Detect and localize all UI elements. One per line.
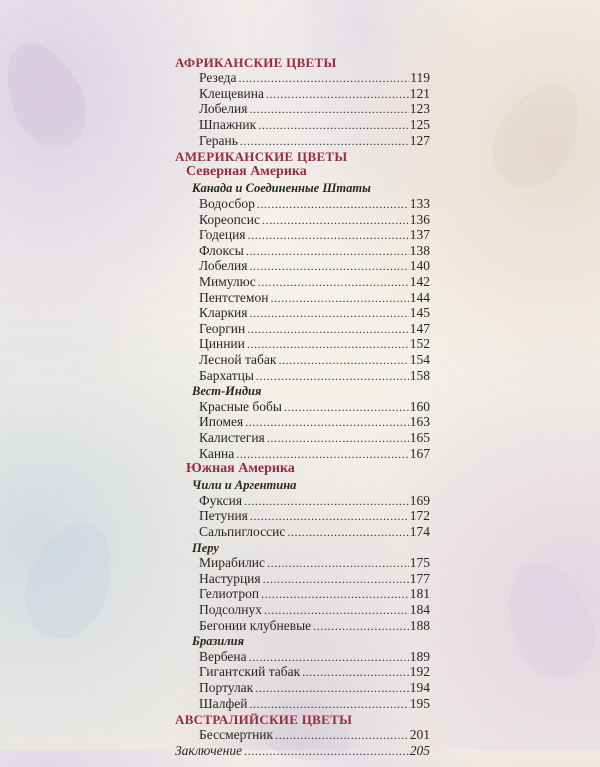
subsection-heading: Северная Америка (186, 164, 307, 180)
toc-entry[interactable] (199, 399, 430, 415)
toc-entry[interactable] (199, 70, 430, 86)
toc-entry-page: 125 (409, 116, 430, 132)
toc-entry-page: 188 (409, 617, 430, 633)
toc-entry-label: Клещевина (199, 85, 264, 101)
toc-entry-label: Петуния (199, 508, 248, 524)
dot-leader (261, 586, 409, 602)
dot-leader (240, 133, 409, 149)
subsection-heading: Южная Америка (186, 461, 295, 477)
toc-entry[interactable] (199, 680, 430, 696)
toc-entry-page: 127 (409, 132, 430, 148)
toc-entry[interactable] (175, 743, 430, 759)
toc-entry[interactable] (199, 602, 430, 618)
toc-entry[interactable] (199, 555, 430, 571)
toc-entry-page: 174 (409, 524, 430, 539)
toc-entry-label: Бегонии клубневые (199, 617, 312, 633)
toc-entry-page: 163 (409, 414, 430, 430)
dot-leader (249, 649, 409, 665)
toc-entry-page: 152 (409, 336, 430, 352)
dot-leader (249, 305, 408, 321)
toc-entry[interactable] (199, 508, 430, 524)
toc-entry-page: 133 (409, 195, 430, 211)
dot-leader (246, 243, 409, 259)
dot-leader (248, 227, 409, 243)
toc-entry-label: Лобелия (199, 101, 248, 117)
dot-leader (257, 196, 409, 212)
dot-leader (239, 70, 410, 86)
toc-entry[interactable] (199, 414, 430, 430)
dot-leader (244, 493, 409, 509)
toc-entry-page: 160 (409, 398, 430, 414)
section-heading: АВСТРАЛИЙСКИЕ ЦВЕТЫ (175, 712, 353, 728)
toc-entry-page: 140 (409, 258, 430, 274)
toc-entry-label: Красные бобы (199, 398, 282, 414)
toc-entry[interactable] (199, 524, 430, 540)
toc-entry[interactable] (199, 305, 430, 321)
toc-entry-label: Гелиотроп (199, 586, 260, 602)
dot-leader (275, 727, 409, 743)
toc-entry-label: Мирабилис (199, 555, 266, 571)
toc-entry-page: 201 (409, 727, 430, 743)
toc-entry-label: Заключение (175, 742, 243, 758)
toc-entry-page: 136 (409, 211, 430, 227)
toc-entry-label: Шалфей (199, 695, 248, 711)
toc-entry-page: 123 (409, 101, 430, 117)
toc-entry-page: 121 (409, 85, 430, 101)
toc-entry[interactable] (199, 290, 430, 306)
toc-entry-page: 142 (409, 273, 430, 289)
toc-entry[interactable] (199, 571, 430, 587)
toc-entry-page: 192 (409, 664, 430, 680)
toc-entry[interactable] (199, 86, 430, 102)
toc-entry-page: 119 (410, 70, 430, 86)
toc-entry-page: 181 (409, 586, 430, 602)
toc-entry-label: Фуксия (199, 492, 243, 508)
section-heading: АФРИКАНСКИЕ ЦВЕТЫ (175, 55, 337, 70)
toc-entry-page: 172 (409, 508, 430, 524)
toc-entry[interactable] (199, 368, 430, 384)
toc-entry-page: 195 (409, 695, 430, 711)
dot-leader (247, 336, 409, 352)
region-heading: Канада и Соединенные Штаты (192, 181, 371, 196)
toc-entry-page: 169 (409, 492, 430, 508)
toc-entry[interactable] (199, 618, 430, 634)
toc-entry-page: 177 (409, 570, 430, 586)
toc-entry-label: Мимулюс (199, 273, 256, 289)
region-heading: Чили и Аргентина (192, 478, 297, 493)
toc-entry-page: 165 (409, 429, 430, 445)
toc-entry[interactable] (199, 196, 430, 212)
toc-entry[interactable] (199, 727, 430, 743)
toc-entry-label: Лобелия (199, 258, 248, 274)
dot-leader (302, 664, 409, 680)
toc-entry-label: Пентстемон (199, 289, 269, 305)
dot-leader (256, 368, 409, 384)
dot-leader (287, 524, 408, 540)
toc-entry-label: Годеция (199, 227, 246, 243)
region-heading: Вест-Индия (192, 384, 262, 399)
toc-entry-page: 194 (409, 680, 430, 695)
toc-entry-page: 137 (409, 227, 430, 243)
toc-entry-label: Кларкия (199, 305, 248, 321)
toc-entry[interactable] (199, 321, 430, 337)
toc-entry-page: 184 (409, 602, 430, 617)
toc-entry-label: Флоксы (199, 242, 244, 258)
toc-entry-label: Шпажник (199, 116, 257, 132)
dot-leader (258, 274, 409, 290)
toc-entry-label: Ипомея (199, 414, 244, 430)
region-heading: Бразилия (192, 634, 245, 649)
toc-entry-label: Водосбор (199, 195, 255, 211)
toc-entry-page: 205 (409, 742, 430, 758)
toc-entry-label: Подсолнух (199, 602, 263, 617)
toc-entry-label: Циннии (199, 336, 245, 352)
region-heading: Перу (192, 540, 219, 555)
toc-entry[interactable] (199, 586, 430, 602)
toc-entry[interactable] (199, 696, 430, 712)
toc-entry-label: Гигантский табак (199, 664, 301, 680)
toc-entry[interactable] (199, 352, 430, 368)
toc-entry[interactable] (199, 117, 430, 133)
toc-entry-label: Георгин (199, 320, 246, 336)
dot-leader (236, 446, 408, 462)
toc-entry-label: Кореопсис (199, 211, 261, 227)
toc-entry-page: 138 (409, 242, 430, 258)
dot-leader (258, 117, 409, 133)
dot-leader (249, 258, 408, 274)
dot-leader (278, 352, 408, 368)
toc-entry-label: Герань (199, 132, 238, 148)
dot-leader (313, 618, 409, 634)
toc-entry-page: 147 (409, 320, 430, 336)
toc-entry-label: Настурция (199, 570, 261, 586)
toc-entry-page: 175 (409, 555, 430, 571)
dot-leader (266, 86, 409, 102)
dot-leader (255, 680, 409, 696)
toc-entry-label: Портулак (199, 680, 254, 695)
toc-entry[interactable] (199, 227, 430, 243)
toc-entry[interactable] (199, 274, 430, 290)
toc-entry[interactable] (199, 664, 430, 680)
dot-leader (244, 743, 409, 759)
dot-leader (262, 212, 409, 228)
toc-entry-label: Резеда (199, 70, 237, 86)
toc-entry-label: Бессмертник (199, 727, 274, 743)
toc-entry[interactable] (199, 101, 430, 117)
toc-entry-label: Бархатцы (199, 367, 254, 383)
toc-entry[interactable] (199, 430, 430, 446)
dot-leader (245, 414, 409, 430)
toc-entry-page: 145 (409, 305, 430, 321)
dot-leader (263, 571, 409, 587)
toc-entry-page: 144 (409, 289, 430, 305)
toc-entry-label: Канна (199, 445, 235, 461)
dot-leader (264, 602, 409, 618)
toc-entry-page: 158 (409, 367, 430, 383)
toc-entry-page: 154 (409, 351, 430, 367)
toc-entry[interactable] (199, 212, 430, 228)
toc-entry-label: Сальпиглоссис (199, 524, 286, 539)
toc-entry[interactable] (199, 446, 430, 462)
dot-leader (284, 399, 409, 415)
toc-entry-label: Вербена (199, 648, 247, 664)
dot-leader (267, 555, 409, 571)
toc-entry[interactable] (199, 258, 430, 274)
toc-entry-label: Калистегия (199, 429, 265, 445)
toc-entry[interactable] (199, 133, 430, 149)
toc-entry-page: 189 (409, 648, 430, 664)
dot-leader (247, 321, 408, 337)
toc-entry-page: 167 (409, 445, 430, 461)
toc-entry[interactable] (199, 649, 430, 665)
section-heading: АМЕРИКАНСКИЕ ЦВЕТЫ (175, 149, 348, 165)
toc-entry[interactable] (199, 493, 430, 509)
dot-leader (267, 430, 409, 446)
dot-leader (249, 696, 408, 712)
dot-leader (249, 101, 408, 117)
toc-entry-label: Лесной табак (199, 351, 277, 367)
dot-leader (270, 290, 408, 306)
dot-leader (250, 508, 409, 524)
toc-entry[interactable] (199, 243, 430, 259)
toc-entry[interactable] (199, 336, 430, 352)
